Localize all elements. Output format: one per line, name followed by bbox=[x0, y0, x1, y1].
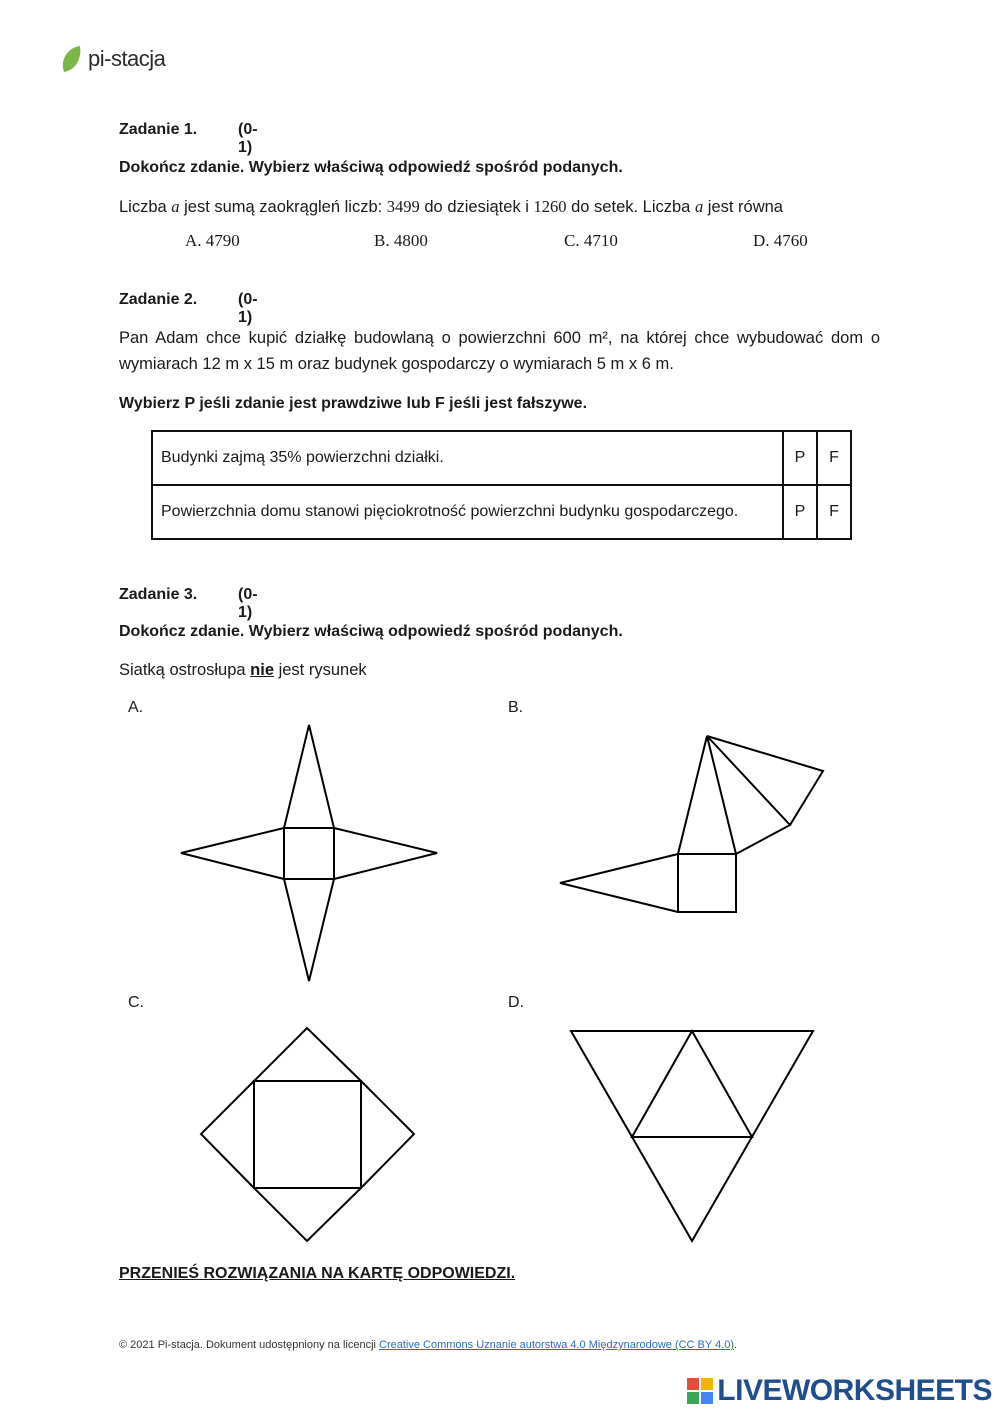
task1-title: Zadanie 1. bbox=[119, 121, 198, 138]
liveworksheets-icon bbox=[687, 1378, 713, 1404]
net-c-left-triangle bbox=[201, 1081, 254, 1188]
net-b-side-triangle-1 bbox=[707, 736, 790, 854]
variable-a: a bbox=[171, 197, 180, 216]
task3-title: Zadanie 3. bbox=[119, 586, 198, 603]
net-a-left-triangle bbox=[181, 828, 284, 879]
net-a[interactable] bbox=[181, 725, 437, 981]
statement-1: Budynki zajmą 35% powierzchni działki. bbox=[152, 431, 783, 485]
task1-points: (0-1) bbox=[238, 121, 258, 156]
answer-p-1[interactable]: P bbox=[783, 431, 817, 485]
net-b-side-triangle-2 bbox=[707, 736, 823, 825]
net-c-base bbox=[254, 1081, 361, 1188]
question-text: do dziesiątek i bbox=[419, 198, 534, 216]
net-a-bottom-triangle bbox=[284, 879, 334, 981]
variable-a: a bbox=[694, 197, 704, 216]
net-d[interactable] bbox=[571, 1031, 813, 1241]
label-d[interactable]: D. bbox=[508, 994, 524, 1011]
statement-2: Powierzchnia domu stanowi pięciokrotność powierzchni budynku gospodarczego. bbox=[152, 485, 783, 539]
emphasis-nie: nie bbox=[250, 661, 274, 679]
question-text: jest rysunek bbox=[274, 661, 367, 679]
license-link[interactable]: Creative Commons Uznanie autorstwa 4.0 Międzynarodowe (CC BY 4.0) bbox=[379, 1339, 735, 1351]
net-c[interactable] bbox=[201, 1028, 414, 1241]
question-text: Liczba bbox=[119, 198, 172, 216]
net-b[interactable] bbox=[560, 736, 823, 912]
label-c[interactable]: C. bbox=[128, 994, 144, 1011]
footer-end: . bbox=[734, 1339, 738, 1351]
question-text: jest sumą zaokrągleń liczb: bbox=[179, 198, 387, 216]
task2-points: (0-1) bbox=[238, 291, 258, 326]
net-a-base bbox=[284, 828, 334, 879]
option-d[interactable]: D. 4760 bbox=[753, 231, 808, 250]
label-b[interactable]: B. bbox=[508, 699, 524, 716]
option-b[interactable]: B. 4800 bbox=[374, 231, 428, 250]
option-a[interactable]: A. 4790 bbox=[185, 231, 240, 250]
answer-f-2[interactable]: F bbox=[817, 485, 851, 539]
task2-instruction: Wybierz P jeśli zdanie jest prawdziwe lub F jeśli jest fałszywe. bbox=[119, 395, 588, 412]
net-b-left-triangle bbox=[560, 854, 678, 912]
watermark-text: LIVEWORKSHEETS bbox=[717, 1374, 992, 1407]
net-b-base bbox=[678, 854, 736, 912]
number-3499: 3499 bbox=[386, 197, 420, 216]
liveworksheets-watermark bbox=[687, 1374, 992, 1408]
task3-points: (0-1) bbox=[238, 586, 258, 621]
net-d-inner-triangle bbox=[632, 1031, 752, 1137]
net-a-top-triangle bbox=[284, 725, 334, 828]
task1-instruction: Dokończ zdanie. Wybierz właściwą odpowiedź spośród podanych. bbox=[119, 159, 623, 176]
task2-title: Zadanie 2. bbox=[119, 291, 198, 308]
question-text: jest równa bbox=[703, 198, 783, 216]
net-c-bottom-triangle bbox=[254, 1188, 361, 1241]
net-c-top-triangle bbox=[254, 1028, 361, 1081]
footer-text: © 2021 Pi-stacja. Dokument udostępniony na licencji bbox=[119, 1339, 380, 1351]
closing-note: PRZENIEŚ ROZWIĄZANIA NA KARTĘ ODPOWIEDZI. bbox=[119, 1265, 516, 1282]
task3-instruction: Dokończ zdanie. Wybierz właściwą odpowiedź spośród podanych. bbox=[119, 623, 623, 640]
answer-f-1[interactable]: F bbox=[817, 431, 851, 485]
number-1260: 1260 bbox=[533, 197, 567, 216]
question-text: do setek. Liczba bbox=[566, 198, 695, 216]
option-c[interactable]: C. 4710 bbox=[564, 231, 618, 250]
license-footer bbox=[119, 1339, 737, 1351]
label-a[interactable]: A. bbox=[128, 699, 144, 716]
answer-p-2[interactable]: P bbox=[783, 485, 817, 539]
net-c-right-triangle bbox=[361, 1081, 414, 1188]
question-text: Siatką ostrosłupa bbox=[119, 661, 251, 679]
net-b-top-triangle bbox=[678, 736, 736, 854]
task2-text: Pan Adam chce kupić działkę budowlaną o powierzchni 600 m², na której chce wybudować dom o wymiarach 12 m x 15 m oraz budynek gospodarczy o wymiarach 5 m x 6 m. bbox=[119, 329, 880, 373]
net-a-right-triangle bbox=[334, 828, 437, 879]
logo-text: pi-stacja bbox=[88, 46, 166, 71]
